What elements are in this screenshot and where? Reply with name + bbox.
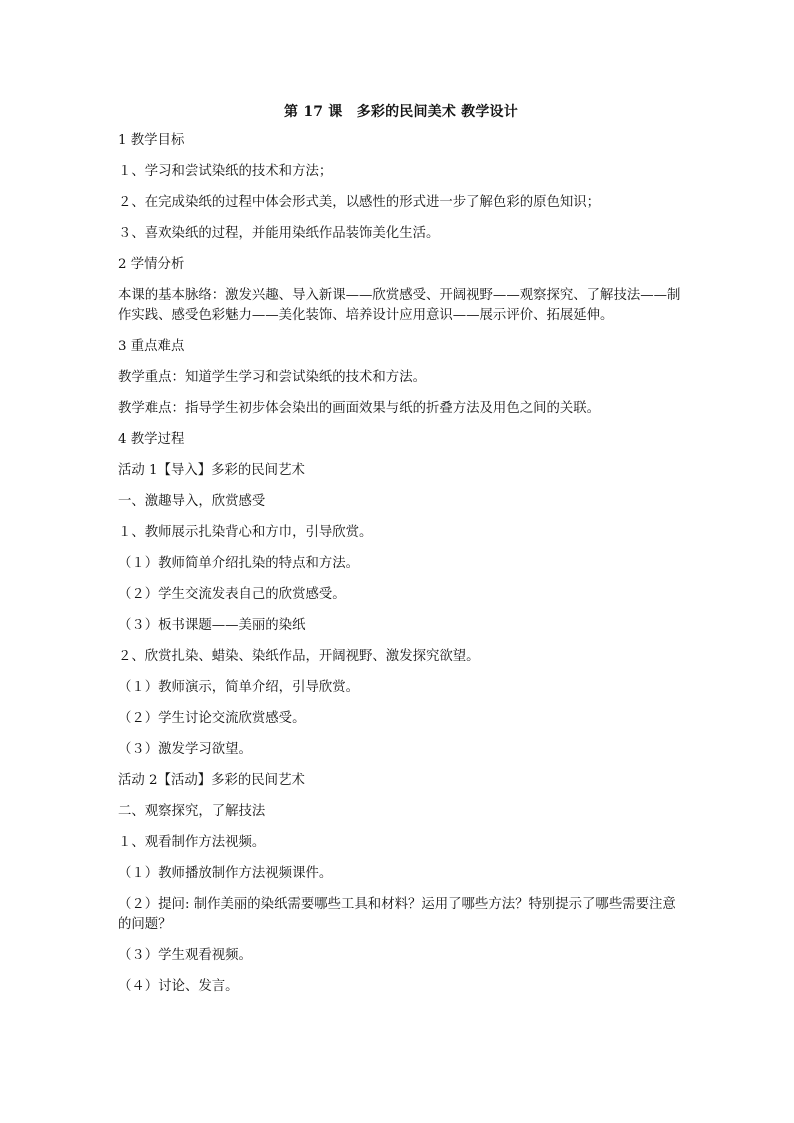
text-line: （１）教师播放制作方法视频课件。 — [118, 866, 333, 881]
section-heading: 4 教学过程 — [118, 432, 185, 447]
section-heading: 1 教学目标 — [118, 133, 185, 148]
paragraph: （２）提问: 制作美丽的染纸需要哪些工具和材料？运用了哪些方法？特别提示了哪些需要注意的问题？ — [118, 897, 676, 932]
text-line: 活动 2【活动】多彩的民间艺术 — [118, 773, 305, 788]
paragraph: 本课的基本脉络：激发兴趣、导入新课——欣赏感受、开阔视野——观察探究、了解技法——制作实践、感受色彩魅力——美化装饰、培养设计应用意识——展示评价、拓展延伸。 — [118, 288, 681, 323]
text-line: （３）板书课题——美丽的染纸 — [118, 618, 306, 633]
text-line: （２）学生讨论交流欣赏感受。 — [118, 711, 306, 726]
text-line: ２、欣赏扎染、蜡染、染纸作品，开阔视野、激发探究欲望。 — [118, 649, 480, 664]
text-line: 教学重点：知道学生学习和尝试染纸的技术和方法。 — [118, 370, 426, 385]
text-line: （２）学生交流发表自己的欣赏感受。 — [118, 587, 346, 602]
text-line: （３）激发学习欲望。 — [118, 742, 252, 757]
section-heading: 3 重点难点 — [118, 339, 185, 354]
text-line: （３）学生观看视频。 — [118, 948, 252, 963]
text-line: １、观看制作方法视频。 — [118, 835, 266, 850]
document-content — [118, 102, 684, 1008]
text-line: （１）教师演示，简单介绍，引导欣赏。 — [118, 680, 360, 695]
text-line: （４）讨论、发言。 — [118, 979, 239, 994]
text-line: ２、在完成染纸的过程中体会形式美，以感性的形式进一步了解色彩的原色知识； — [118, 195, 601, 210]
document-title: 第 17 课 多彩的民间美术 教学设计 — [284, 104, 518, 120]
text-line: ３、喜欢染纸的过程，并能用染纸作品装饰美化生活。 — [118, 226, 440, 241]
text-line: 活动 1【导入】多彩的民间艺术 — [118, 463, 305, 478]
text-line: 教学难点：指导学生初步体会染出的画面效果与纸的折叠方法及用色之间的关联。 — [118, 401, 601, 416]
text-line: （１）教师简单介绍扎染的特点和方法。 — [118, 556, 360, 571]
text-line: 二、观察探究，了解技法 — [118, 804, 266, 819]
section-heading: 2 学情分析 — [118, 257, 185, 272]
text-line: 一、激趣导入，欣赏感受 — [118, 494, 266, 509]
document-body — [118, 131, 684, 997]
text-line: １、教师展示扎染背心和方巾，引导欣赏。 — [118, 525, 373, 540]
text-line: １、学习和尝试染纸的技术和方法； — [118, 164, 333, 179]
